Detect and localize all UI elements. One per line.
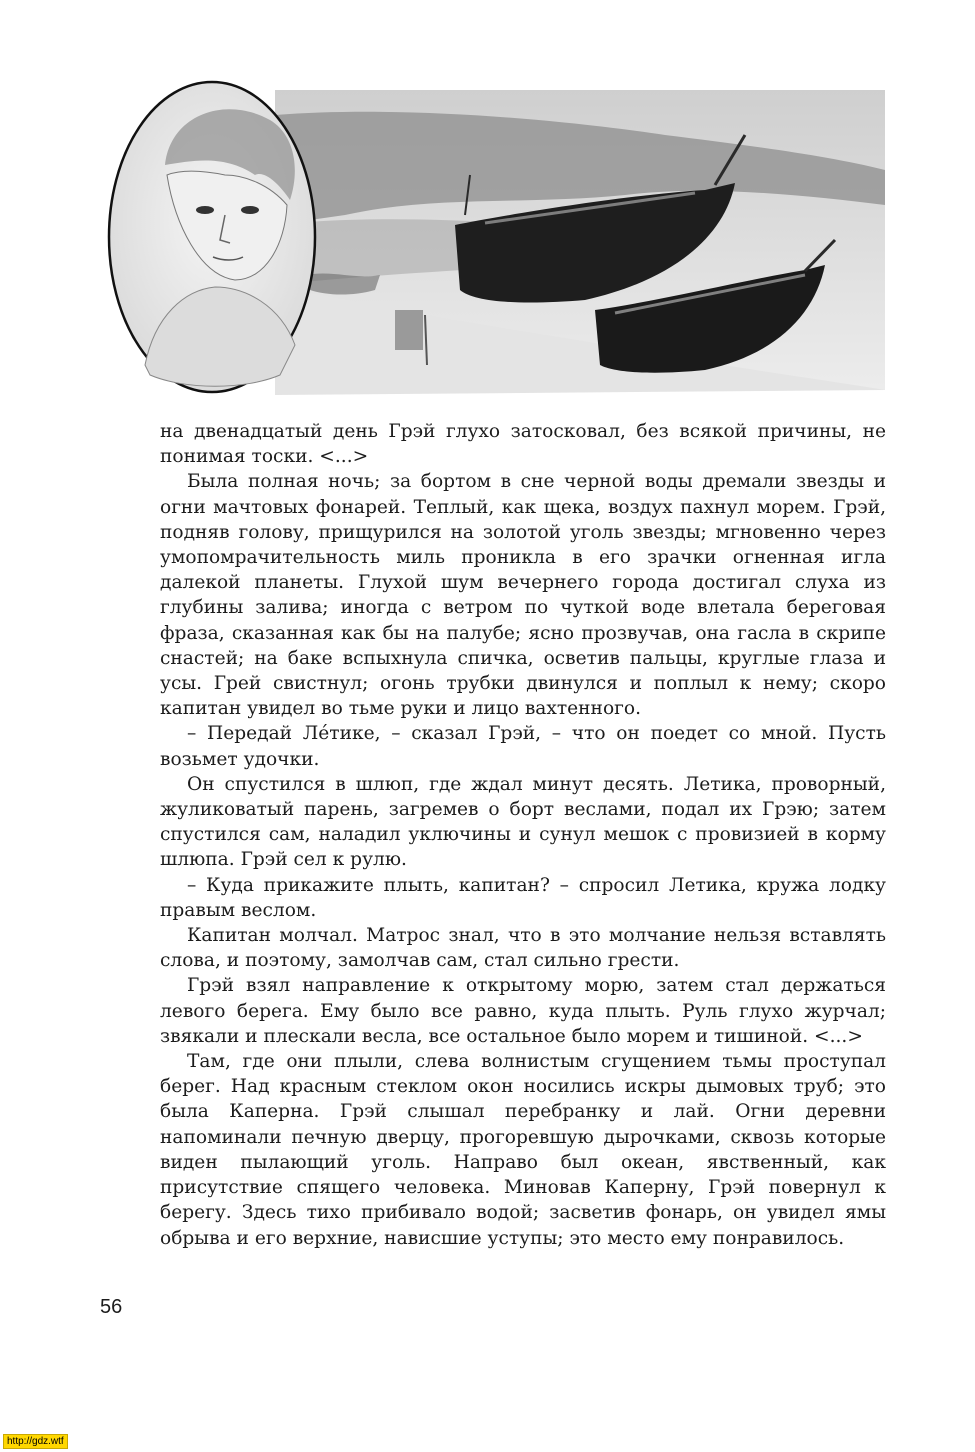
paragraph: – Куда прикажите плыть, капитан? – спросил Летика, кружа лодку правым веслом. (160, 874, 886, 921)
paragraph: Грэй взял направление к открытому морю, затем стал держаться левого берега. Ему было все равно, куда плыть. Руль глухо журчал; звякали и плескали весла, все остальное было морем и тишиной. <...> (160, 975, 886, 1047)
paragraph: на двенадцатый день Грэй глухо затосковал, без всякой причины, не понимая тоски. <...> (160, 421, 886, 468)
illustration (105, 75, 887, 398)
paragraph: Была полная ночь; за бортом в сне черной воды дремали звезды и огни мачтовых фонарей. Теплый, как щека, воздух пахнул морем. Грэй, подняв голову, прищурился на золотой уголь звезды; мгновенно через умопомрачительность миль проникла в его зрачки огненная игла далекой планеты. Глухой шум вечернего города достигал слуха из глубины залива; иногда с ветром по чуткой воде влетала береговая фраза, сказанная как бы на палубе; ясно прозвучав, она гасла в скрипе снастей; на баке вспыхнула спичка, осветив пальцы, круглые глаза и усы. Грей свистнул; огонь трубки двинулся и поплыл к нему; скоро капитан увидел во тьме руки и лицо вахтенного. (160, 471, 886, 720)
paragraph: Там, где они плыли, слева волнистым сгущением тьмы проступал берег. Над красным стеклом окон носились искры дымовых труб; это была Каперна. Грэй слышал перебранку и лай. Огни деревни напоминали печную дверцу, прогоревшую дырочками, сквозь которые виден пылающий уголь. Направо был океан, явственный, как присутствие спящего человека. Миновав Каперну, Грэй повернул к берегу. Здесь тихо прибивало водой; засветив фонарь, он увидел ямы обрыва и его верхние, нависшие уступы; это место ему понравилось. (160, 1051, 886, 1249)
paragraph: Капитан молчал. Матрос знал, что в это молчание нельзя вставлять слова, и поэтому, замолчав сам, стал сильно грести. (160, 925, 886, 972)
paragraph: – Передай Ле́тике, – сказал Грэй, – что он поедет со мной. Пусть возьмет удочки. (160, 723, 886, 770)
boats-and-portrait-illustration (105, 75, 887, 398)
watermark-link[interactable]: http://gdz.wtf (3, 1434, 68, 1449)
body-text (160, 419, 886, 1251)
page-number: 56 (100, 1296, 123, 1318)
portrait-oval (109, 82, 315, 392)
paragraph: Он спустился в шлюп, где ждал минут десять. Летика, проворный, жуликоватый парень, загремев о борт веслами, подал их Грэю; затем спустился сам, наладил уключины и сунул мешок с провизией в корму шлюпа. Грэй сел к рулю. (160, 773, 886, 871)
